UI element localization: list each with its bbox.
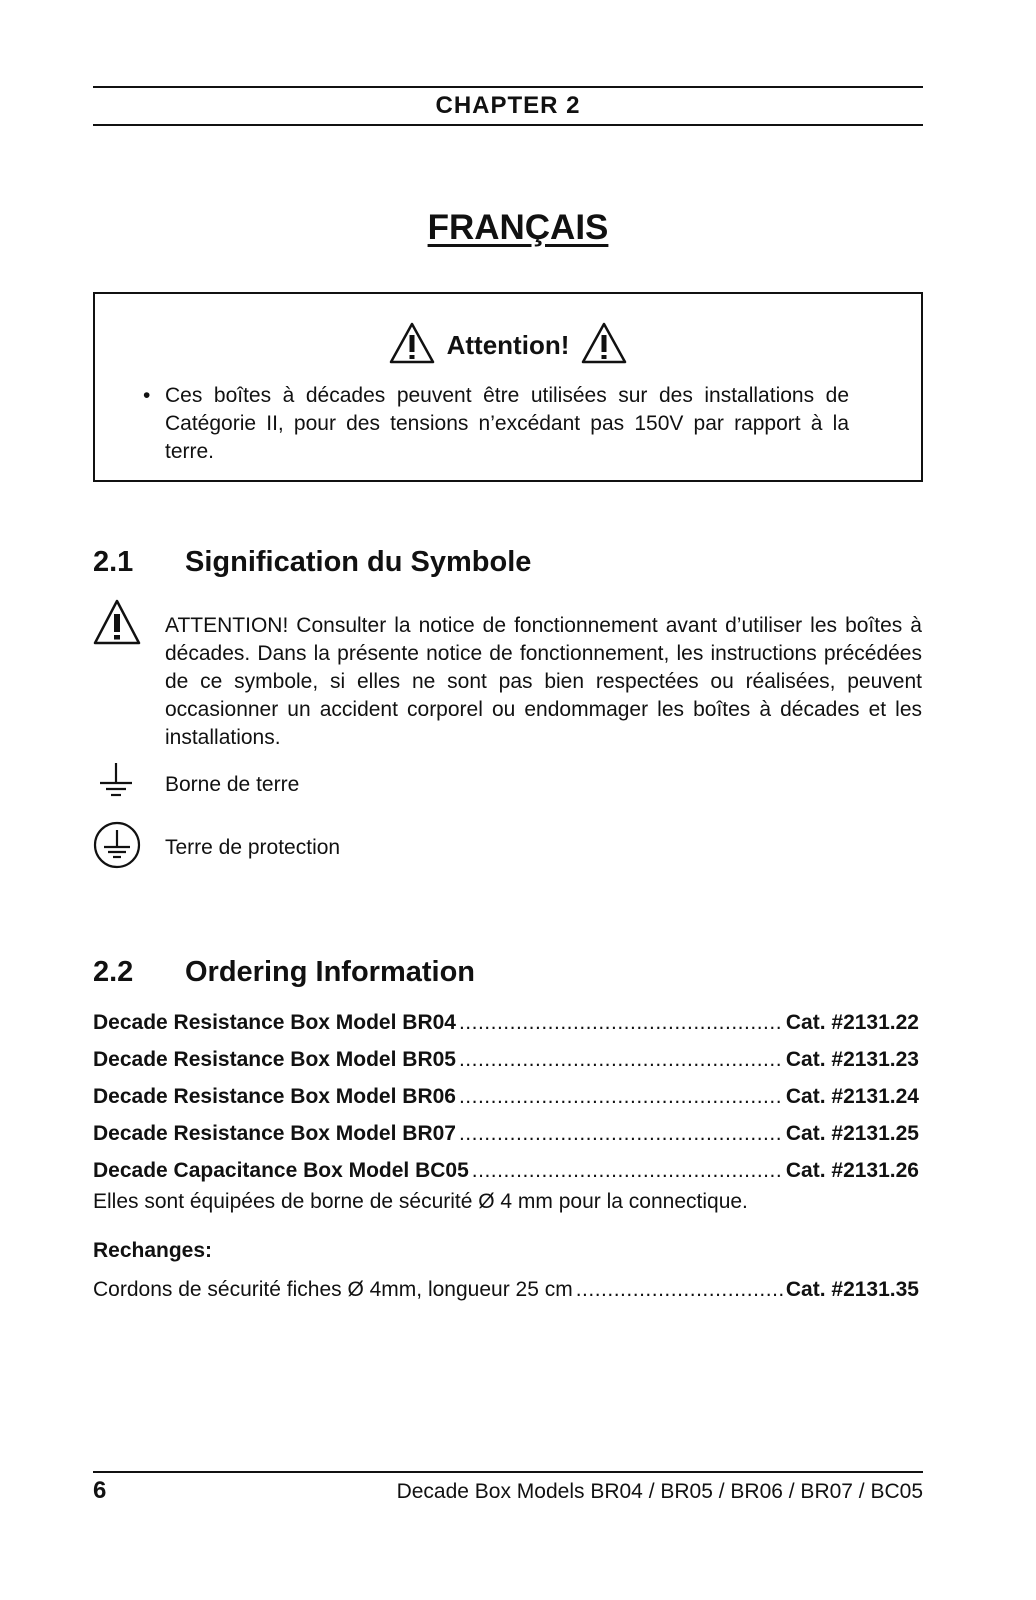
- order-item: [93, 1008, 919, 1038]
- section-heading-ordering: [93, 956, 475, 989]
- bullet-glyph: •: [143, 384, 151, 407]
- order-item-catalog-number: Cat. #2131.24: [785, 1085, 919, 1108]
- chapter-label: CHAPTER 2: [435, 92, 581, 119]
- page-number: 6: [93, 1477, 107, 1504]
- order-item-description: Decade Resistance Box Model BR06: [93, 1085, 456, 1108]
- dot-leader: [472, 1156, 783, 1186]
- order-item-catalog-number: Cat. #2131.23: [785, 1048, 919, 1071]
- order-item-catalog-number: Cat. #2131.25: [785, 1122, 919, 1145]
- attention-heading: [95, 320, 921, 370]
- order-item: [93, 1156, 919, 1186]
- warning-triangle-icon: [581, 322, 627, 364]
- order-item-catalog-number: Cat. #2131.26: [785, 1159, 919, 1182]
- spare-item-description: Cordons de sécurité fiches Ø 4mm, longueur 25 cm: [93, 1278, 573, 1301]
- order-item-description: Decade Resistance Box Model BR05: [93, 1048, 456, 1071]
- spares-label: Rechanges:: [93, 1239, 213, 1262]
- footer-divider: [93, 1471, 923, 1473]
- chapter-header: [93, 86, 923, 126]
- order-item: [93, 1045, 919, 1075]
- dot-leader: [459, 1045, 783, 1075]
- section-title: Ordering Information: [185, 956, 475, 988]
- dot-leader: [459, 1119, 783, 1149]
- section-number: 2.2: [93, 956, 134, 988]
- section-heading-symbols: [93, 546, 531, 579]
- symbol-description-ground: Borne de terre: [165, 773, 300, 796]
- dot-leader: [459, 1008, 783, 1038]
- connector-note: Elles sont équipées de borne de sécurité Ø 4 mm pour la connectique.: [93, 1190, 748, 1213]
- dot-leader: [459, 1082, 783, 1112]
- order-item-description: Decade Resistance Box Model BR07: [93, 1122, 456, 1145]
- spare-item: [93, 1275, 919, 1305]
- page-title: FRANÇAIS: [427, 208, 609, 247]
- order-item: [93, 1082, 919, 1112]
- spare-item-catalog-number: Cat. #2131.35: [785, 1278, 919, 1301]
- protective-earth-icon: [92, 821, 142, 869]
- order-item-catalog-number: Cat. #2131.22: [785, 1011, 919, 1034]
- symbol-description-warning: ATTENTION! Consulter la notice de fonctionnement avant d’utiliser les boîtes à décades. Dans la présente notice de fonctionnement, les instructions précédées de ce symbole, si elles ne sont pas bien respectées ou réalisées, peuvent occasionner un accident corporel ou endommager les boîtes à décades et les installations.: [165, 614, 922, 749]
- attention-heading-text: Attention!: [446, 330, 570, 360]
- warning-triangle-icon: [389, 322, 435, 364]
- dot-leader: [576, 1275, 783, 1305]
- section-number: 2.1: [93, 546, 134, 578]
- order-item-description: Decade Capacitance Box Model BC05: [93, 1159, 469, 1182]
- symbol-description-protective-earth: Terre de protection: [165, 836, 341, 859]
- attention-bullet-text: Ces boîtes à décades peuvent être utilisées sur des installations de Catégorie II, pour des tensions n’excédant pas 150V par rapport à la terre.: [165, 384, 849, 463]
- footer-title: Decade Box Models BR04 / BR05 / BR06 / BR07 / BC05: [396, 1480, 923, 1503]
- attention-box: [93, 292, 923, 482]
- order-item: [93, 1119, 919, 1149]
- attention-bullet-item: [143, 382, 849, 466]
- warning-triangle-icon: [92, 598, 142, 646]
- ground-terminal-icon: [98, 761, 134, 799]
- order-item-description: Decade Resistance Box Model BR04: [93, 1011, 456, 1034]
- section-title: Signification du Symbole: [185, 546, 532, 578]
